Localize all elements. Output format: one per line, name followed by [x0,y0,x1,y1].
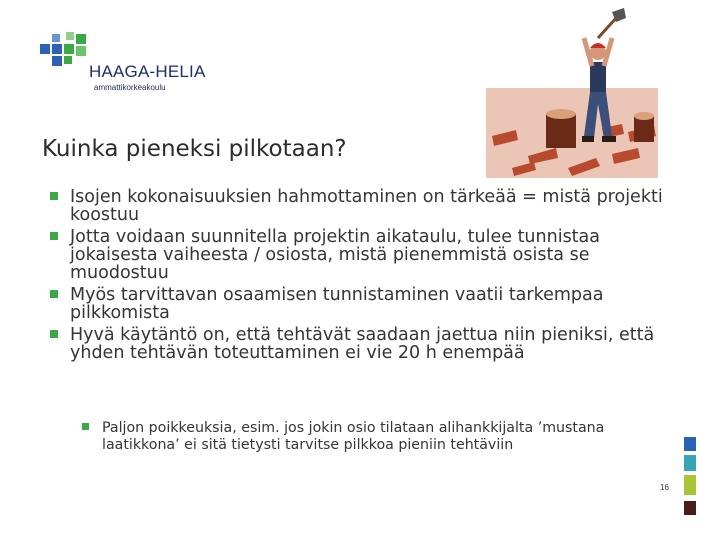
bullet-square-icon [82,423,89,430]
color-bar-lime [684,475,696,495]
list-item [50,228,670,282]
color-bar-teal [684,455,696,471]
slide-title: Kuinka pieneksi pilkotaan? [42,136,347,162]
bullet-text: Jotta voidaan suunnitella projektin aikataulu, tulee tunnistaa jokaisesta vaiheesta / osiosta, mistä pienemmistä osista se muodostuu [70,227,600,283]
list-item [50,286,670,322]
logo-wordmark: HAAGA-HELIA [89,62,206,81]
color-bar-brown [684,501,696,515]
side-color-bars [684,437,696,515]
logo-squares-icon [40,32,90,70]
sub-bullet-text: Paljon poikkeuksia, esim. jos jokin osio tilataan alihankkijalta ’mustana laatikkona’ ei sitä tietysti tarvitse pilkkoa pieniin tehtäviin [102,420,605,453]
bullet-square-icon [50,232,58,240]
bullet-square-icon [50,330,58,338]
haaga-helia-logo [40,32,210,94]
logo-subtitle: ammattikorkeakoulu [94,83,166,92]
bullet-text: Hyvä käytäntö on, että tehtävät saadaan jaettua niin pieniksi, että yhden tehtävän toteuttaminen ei vie 20 h enempää [70,325,655,363]
bullet-square-icon [50,192,58,200]
sub-bullet-list [82,420,682,454]
lumberjack-chopping-wood-icon [472,8,668,183]
page-number: 16 [660,483,669,492]
list-item [82,420,682,454]
bullet-square-icon [50,290,58,298]
list-item [50,326,670,362]
bullet-list [50,188,670,366]
color-bar-blue [684,437,696,451]
bullet-text: Isojen kokonaisuuksien hahmottaminen on tärkeää = mistä projekti koostuu [70,187,663,225]
list-item [50,188,670,224]
bullet-text: Myös tarvittavan osaamisen tunnistaminen vaatii tarkempaa pilkkomista [70,285,604,323]
